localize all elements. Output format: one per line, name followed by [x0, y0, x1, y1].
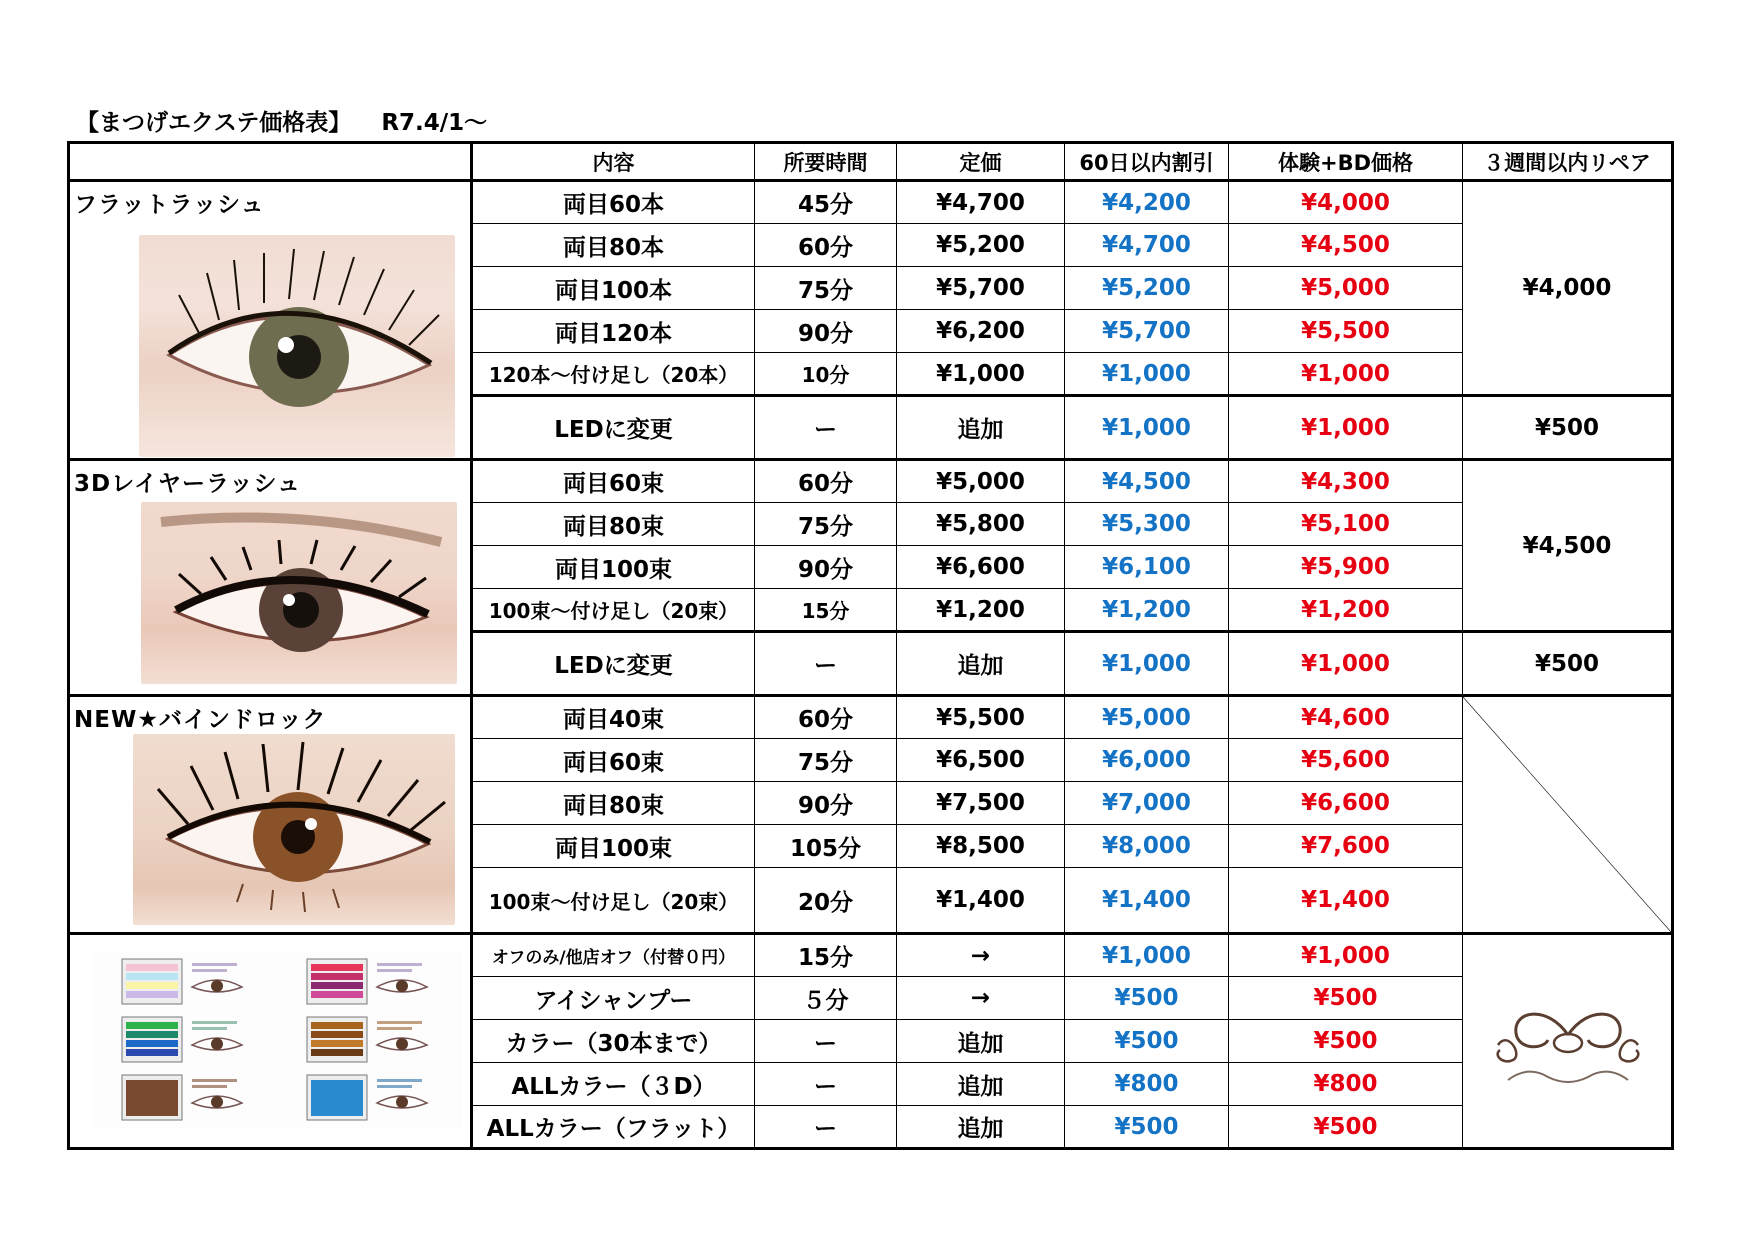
row-trial: ¥1,200: [1229, 589, 1463, 632]
header-content: 内容: [472, 143, 755, 181]
row-discount: ¥1,000: [1065, 934, 1229, 977]
row-discount: ¥500: [1065, 977, 1229, 1020]
row-discount: ¥500: [1065, 1020, 1229, 1063]
diagonal-line: [1463, 697, 1671, 932]
row-trial: ¥1,000: [1229, 632, 1463, 696]
row-time: 75分: [755, 267, 897, 310]
row-content: 100束〜付け足し（20束）: [472, 868, 755, 934]
row-time: 90分: [755, 782, 897, 825]
header-trial: 体験+BD価格: [1229, 143, 1463, 181]
salon-logo-cell: [1463, 934, 1673, 1149]
row-trial: ¥5,900: [1229, 546, 1463, 589]
header-row: [69, 143, 1673, 181]
row-list-price: ¥6,500: [897, 739, 1065, 782]
category-label: 3Dレイヤーラッシュ: [74, 471, 302, 497]
row-time: 90分: [755, 310, 897, 353]
header-list-price: 定価: [897, 143, 1065, 181]
row-time: 20分: [755, 868, 897, 934]
row-discount: ¥1,400: [1065, 868, 1229, 934]
eye-photo-bind: [133, 734, 455, 925]
row-trial: ¥1,400: [1229, 868, 1463, 934]
row-repair: ¥4,000: [1463, 181, 1673, 396]
row-content: オフのみ/他店オフ（付替０円）: [472, 934, 755, 977]
header-repair: ３週間以内リペア: [1463, 143, 1673, 181]
category-bind-lock: [69, 696, 472, 934]
row-trial: ¥1,000: [1229, 353, 1463, 396]
row-time: 105分: [755, 825, 897, 868]
row-trial: ¥4,300: [1229, 460, 1463, 503]
row-trial: ¥4,000: [1229, 181, 1463, 224]
row-content: 両目80束: [472, 782, 755, 825]
row-trial: ¥4,600: [1229, 696, 1463, 739]
row-content: 両目120本: [472, 310, 755, 353]
row-trial: ¥5,000: [1229, 267, 1463, 310]
row-list-price: ¥5,700: [897, 267, 1065, 310]
eye-photo-flat: [139, 235, 455, 457]
row-time: 15分: [755, 589, 897, 632]
table-row: [69, 696, 1673, 739]
row-trial: ¥6,600: [1229, 782, 1463, 825]
row-content: 両目60束: [472, 460, 755, 503]
table-row: [69, 460, 1673, 503]
row-content: 両目100本: [472, 267, 755, 310]
row-content: 両目40束: [472, 696, 755, 739]
row-discount: ¥6,100: [1065, 546, 1229, 589]
row-trial: ¥7,600: [1229, 825, 1463, 868]
color-lash-chart: [92, 951, 462, 1129]
row-content: 両目80本: [472, 224, 755, 267]
row-discount: ¥7,000: [1065, 782, 1229, 825]
row-list-price: ¥1,400: [897, 868, 1065, 934]
row-trial: ¥500: [1229, 977, 1463, 1020]
eye-photo-3d: [141, 502, 457, 684]
row-time: ー: [755, 1106, 897, 1149]
row-trial: ¥5,600: [1229, 739, 1463, 782]
row-time: ー: [755, 1063, 897, 1106]
row-list-price: ¥5,800: [897, 503, 1065, 546]
row-list-price: 追加: [897, 1106, 1065, 1149]
row-list-price: ¥5,000: [897, 460, 1065, 503]
row-content: 100束〜付け足し（20束）: [472, 589, 755, 632]
row-content: LEDに変更: [472, 396, 755, 460]
row-trial: ¥4,500: [1229, 224, 1463, 267]
row-list-price: 追加: [897, 1063, 1065, 1106]
row-content: 両目60本: [472, 181, 755, 224]
row-repair: ¥500: [1463, 632, 1673, 696]
row-discount: ¥5,700: [1065, 310, 1229, 353]
row-list-price: ¥1,000: [897, 353, 1065, 396]
row-discount: ¥800: [1065, 1063, 1229, 1106]
row-discount: ¥1,000: [1065, 632, 1229, 696]
category-3d-layer-lash: [69, 460, 472, 696]
row-list-price: ¥7,500: [897, 782, 1065, 825]
row-time: 90分: [755, 546, 897, 589]
row-list-price: ¥4,700: [897, 181, 1065, 224]
category-label: フラットラッシュ: [74, 192, 265, 218]
row-trial: ¥800: [1229, 1063, 1463, 1106]
row-discount: ¥5,300: [1065, 503, 1229, 546]
row-time: 60分: [755, 460, 897, 503]
row-trial: ¥5,500: [1229, 310, 1463, 353]
row-trial: ¥1,000: [1229, 934, 1463, 977]
row-discount: ¥5,200: [1065, 267, 1229, 310]
row-time: ５分: [755, 977, 897, 1020]
row-content: 両目60束: [472, 739, 755, 782]
row-content: 両目100束: [472, 546, 755, 589]
category-flat-lash: [69, 181, 472, 460]
row-trial: ¥500: [1229, 1020, 1463, 1063]
header-blank: [69, 143, 472, 181]
row-trial: ¥500: [1229, 1106, 1463, 1149]
table-row: [69, 934, 1673, 977]
row-time: 10分: [755, 353, 897, 396]
row-list-price: ¥8,500: [897, 825, 1065, 868]
row-content: ALLカラー（フラット）: [472, 1106, 755, 1149]
row-list-price: ¥6,200: [897, 310, 1065, 353]
row-list-price: 追加: [897, 1020, 1065, 1063]
row-content: 両目100束: [472, 825, 755, 868]
row-content: ALLカラー（３D）: [472, 1063, 755, 1106]
row-time: ー: [755, 396, 897, 460]
row-discount: ¥4,700: [1065, 224, 1229, 267]
title-main: 【まつげエクステ価格表】: [76, 110, 352, 136]
row-content: LEDに変更: [472, 632, 755, 696]
row-list-price: ¥5,200: [897, 224, 1065, 267]
title-date: R7.4/1〜: [381, 110, 488, 136]
row-list-price: ¥5,500: [897, 696, 1065, 739]
header-discount: 60日以内割引: [1065, 143, 1229, 181]
row-time: 60分: [755, 224, 897, 267]
row-discount: ¥4,500: [1065, 460, 1229, 503]
row-discount: ¥1,000: [1065, 396, 1229, 460]
row-discount: ¥8,000: [1065, 825, 1229, 868]
category-options: [69, 934, 472, 1149]
row-time: 15分: [755, 934, 897, 977]
row-time: 60分: [755, 696, 897, 739]
salon-logo-icon: [1488, 995, 1648, 1095]
row-time: 75分: [755, 503, 897, 546]
row-content: 120本〜付け足し（20本）: [472, 353, 755, 396]
row-trial: ¥1,000: [1229, 396, 1463, 460]
category-label: NEW★バインドロック: [74, 707, 327, 733]
row-list-price: →: [897, 977, 1065, 1020]
row-content: アイシャンプー: [472, 977, 755, 1020]
page-title: [76, 104, 487, 137]
row-content: 両目80束: [472, 503, 755, 546]
table-row: [69, 181, 1673, 224]
row-discount: ¥6,000: [1065, 739, 1229, 782]
row-time: ー: [755, 1020, 897, 1063]
header-time: 所要時間: [755, 143, 897, 181]
row-repair: ¥4,500: [1463, 460, 1673, 632]
price-table: [67, 141, 1674, 1150]
row-content: カラー（30本まで）: [472, 1020, 755, 1063]
row-discount: ¥500: [1065, 1106, 1229, 1149]
row-list-price: 追加: [897, 632, 1065, 696]
row-time: ー: [755, 632, 897, 696]
row-discount: ¥1,000: [1065, 353, 1229, 396]
row-list-price: ¥6,600: [897, 546, 1065, 589]
row-list-price: 追加: [897, 396, 1065, 460]
row-repair: ¥500: [1463, 396, 1673, 460]
row-discount: ¥1,200: [1065, 589, 1229, 632]
repair-not-applicable: [1463, 696, 1673, 934]
row-time: 45分: [755, 181, 897, 224]
row-time: 75分: [755, 739, 897, 782]
row-list-price: →: [897, 934, 1065, 977]
row-discount: ¥5,000: [1065, 696, 1229, 739]
row-trial: ¥5,100: [1229, 503, 1463, 546]
row-list-price: ¥1,200: [897, 589, 1065, 632]
row-discount: ¥4,200: [1065, 181, 1229, 224]
